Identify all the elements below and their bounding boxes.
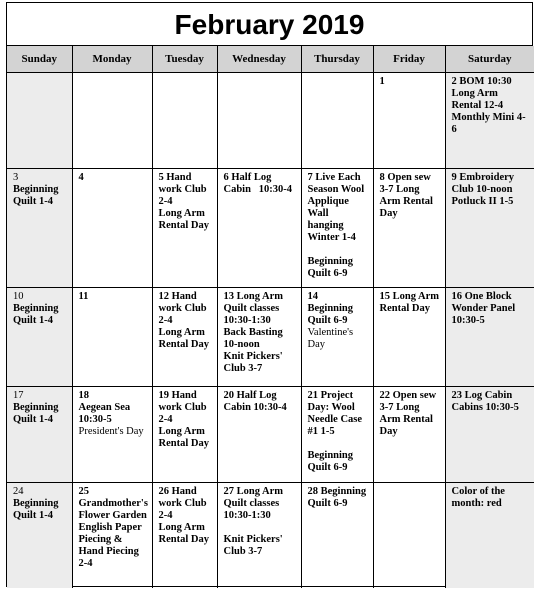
week-row xyxy=(7,483,534,588)
event-line: 10:30-5 xyxy=(451,315,485,326)
event-line: Flower Garden xyxy=(78,510,147,521)
event-line: Long Arm xyxy=(158,426,205,437)
event-line: 2-4 xyxy=(158,510,173,521)
day-cell xyxy=(217,73,301,169)
event-line: 18 xyxy=(78,390,89,401)
line-spacer xyxy=(308,438,369,450)
event-line: 15 Long Arm xyxy=(379,291,440,302)
event-line: Knit Pickers' xyxy=(223,351,283,362)
event-line: 21 Project xyxy=(307,390,354,401)
event-line: Beginning xyxy=(13,498,59,509)
day-cell xyxy=(217,288,301,387)
event-line: Cabin 10:30-4 xyxy=(223,184,293,195)
event-line: Knit Pickers' xyxy=(223,534,283,545)
event-line: 7 Live Each xyxy=(307,172,361,183)
event-line: 23 Log Cabin xyxy=(451,390,513,401)
day-cell xyxy=(72,169,152,288)
event-line: 12 Hand xyxy=(158,291,197,302)
day-cell xyxy=(373,483,445,588)
calendar xyxy=(6,2,533,587)
event-line: Applique xyxy=(307,196,349,207)
event-line: 8 Open sew xyxy=(379,172,431,183)
event-line: 4 xyxy=(78,172,84,183)
line-spacer xyxy=(224,522,297,534)
event-line: 6 xyxy=(451,124,457,135)
event-line: English Paper xyxy=(78,522,142,533)
event-line: work Club xyxy=(158,303,207,314)
event-line: #1 1-5 xyxy=(307,426,335,437)
day-cell xyxy=(373,288,445,387)
event-line: Quilt 1-4 xyxy=(13,315,53,326)
event-line: Season Wool xyxy=(307,184,365,195)
day-cell xyxy=(7,387,72,483)
day-cell xyxy=(445,169,534,288)
day-cell xyxy=(7,483,72,588)
event-line: 10 xyxy=(13,291,24,302)
event-line: Club 3-7 xyxy=(223,363,263,374)
event-line: Rental Day xyxy=(158,339,209,350)
event-line: Long Arm xyxy=(158,522,205,533)
weekday-header-sunday: Sunday xyxy=(7,46,72,73)
event-line: Quilt classes xyxy=(223,303,280,314)
day-cell xyxy=(373,169,445,288)
event-line: work Club xyxy=(158,498,207,509)
day-cell xyxy=(152,73,217,169)
event-line: Winter 1-4 xyxy=(307,232,356,243)
event-line: Beginning xyxy=(13,184,59,195)
event-line: 3-7 Long xyxy=(379,402,420,413)
weekday-header-friday: Friday xyxy=(373,46,445,73)
event-line: 2 BOM 10:30 xyxy=(451,76,512,87)
event-line: Hand Piecing xyxy=(78,546,139,557)
week-row xyxy=(7,73,534,169)
event-line: Beginning xyxy=(13,303,59,314)
event-line: Long Arm xyxy=(451,88,498,99)
event-line: 25 xyxy=(78,486,89,497)
event-line: 2-4 xyxy=(158,315,173,326)
event-line: Rental Day xyxy=(158,534,209,545)
event-line: 5 Hand xyxy=(158,172,192,183)
weekday-header-wednesday: Wednesday xyxy=(217,46,301,73)
event-line: Long Arm xyxy=(158,208,205,219)
event-line: 3 xyxy=(13,172,19,183)
day-cell xyxy=(445,288,534,387)
event-line: Color of the xyxy=(451,486,505,497)
event-line: work Club xyxy=(158,184,207,195)
day-cell xyxy=(72,73,152,169)
day-cell xyxy=(301,73,373,169)
day-cell xyxy=(373,73,445,169)
event-line: 22 Open sew xyxy=(379,390,437,401)
line-spacer xyxy=(308,244,369,256)
event-line: month: red xyxy=(451,498,502,509)
event-line: Rental Day xyxy=(158,438,209,449)
day-cell xyxy=(301,288,373,387)
event-line: 13 Long Arm xyxy=(223,291,284,302)
event-line: Quilt 1-4 xyxy=(13,510,53,521)
event-line: Beginning xyxy=(307,450,354,461)
event-line: Day xyxy=(379,426,398,437)
event-line: Quilt 1-4 xyxy=(13,414,53,425)
weekday-header-thursday: Thursday xyxy=(301,46,373,73)
event-line: 19 Hand xyxy=(158,390,197,401)
event-line: Day xyxy=(379,208,398,219)
event-line: 24 xyxy=(13,486,24,497)
event-line: Day: Wool xyxy=(307,402,355,413)
event-line: 3-7 Long xyxy=(379,184,420,195)
event-line: hanging xyxy=(307,220,344,231)
event-line: 17 xyxy=(13,390,24,401)
event-line: 9 Embroidery xyxy=(451,172,515,183)
day-cell xyxy=(301,483,373,588)
event-line: 2-4 xyxy=(158,196,173,207)
event-line: Day xyxy=(307,339,325,350)
event-line: 10:30-1:30 xyxy=(223,510,271,521)
event-line: Valentine's xyxy=(307,327,354,338)
day-cell xyxy=(152,483,217,588)
event-line: Needle Case xyxy=(307,414,363,425)
day-cell xyxy=(217,387,301,483)
event-line: Wall xyxy=(307,208,329,219)
day-cell xyxy=(301,169,373,288)
event-line: 14 xyxy=(307,291,318,302)
event-line: Rental 12-4 xyxy=(451,100,504,111)
event-line: Potluck II 1-5 xyxy=(451,196,514,207)
event-line: Rental Day xyxy=(379,303,430,314)
day-cell xyxy=(7,169,72,288)
event-line: Arm Rental xyxy=(379,196,433,207)
day-cell xyxy=(445,483,534,588)
event-line: Cabin 10:30-4 xyxy=(223,402,287,413)
event-line: Quilt 6-9 xyxy=(307,462,348,473)
day-cell xyxy=(152,387,217,483)
event-line: Grandmother's xyxy=(78,498,148,509)
event-line: Beginning xyxy=(13,402,59,413)
event-line: Quilt classes xyxy=(223,498,280,509)
day-cell xyxy=(373,387,445,483)
event-line: 27 Long Arm xyxy=(223,486,284,497)
day-cell xyxy=(217,483,301,588)
day-cell xyxy=(72,387,152,483)
weekday-header-monday: Monday xyxy=(72,46,152,73)
day-cell xyxy=(445,387,534,483)
event-line: work Club xyxy=(158,402,207,413)
event-line: Quilt 1-4 xyxy=(13,196,53,207)
event-line: 16 One Block xyxy=(451,291,512,302)
weekday-header-saturday: Saturday xyxy=(445,46,534,73)
event-line: Aegean Sea xyxy=(78,402,131,413)
event-line: 28 Beginning xyxy=(307,486,367,497)
event-line: 1 xyxy=(379,76,385,87)
event-line: 11 xyxy=(78,291,89,302)
week-row xyxy=(7,387,534,483)
event-line: Quilt 6-9 xyxy=(307,498,348,509)
event-line: 2-4 xyxy=(158,414,173,425)
event-line: Piecing & xyxy=(78,534,123,545)
weekday-header-tuesday: Tuesday xyxy=(152,46,217,73)
day-cell xyxy=(7,73,72,169)
calendar-weeks xyxy=(7,73,534,588)
week-row xyxy=(7,288,534,387)
event-line: Back Basting xyxy=(223,327,283,338)
calendar-title: February 2019 xyxy=(7,3,532,46)
event-line: 2-4 xyxy=(78,558,93,569)
event-line: 10:30-5 xyxy=(78,414,112,425)
event-line: Club 10-noon xyxy=(451,184,513,195)
event-line: Cabins 10:30-5 xyxy=(451,402,519,413)
week-row xyxy=(7,169,534,288)
event-line: Wonder Panel xyxy=(451,303,516,314)
event-line: 20 Half Log xyxy=(223,390,277,401)
event-line: Beginning xyxy=(307,256,354,267)
event-line: 26 Hand xyxy=(158,486,197,497)
day-cell xyxy=(445,73,534,169)
event-line: Quilt 6-9 xyxy=(307,268,348,279)
event-line: 10:30-1:30 xyxy=(223,315,271,326)
day-cell xyxy=(152,169,217,288)
event-line: Quilt 6-9 xyxy=(307,315,348,326)
weekday-header-row xyxy=(7,46,534,73)
event-line: Arm Rental xyxy=(379,414,433,425)
day-cell xyxy=(7,288,72,387)
event-line: Club 3-7 xyxy=(223,546,263,557)
calendar-grid xyxy=(7,46,534,588)
day-cell xyxy=(217,169,301,288)
event-line: Beginning xyxy=(307,303,354,314)
event-line: 10-noon xyxy=(223,339,260,350)
event-line: 6 Half Log xyxy=(223,172,272,183)
day-cell xyxy=(301,387,373,483)
day-cell xyxy=(72,288,152,387)
event-line: Long Arm xyxy=(158,327,205,338)
day-cell xyxy=(152,288,217,387)
day-cell xyxy=(72,483,152,588)
event-line: Rental Day xyxy=(158,220,209,231)
event-line: President's Day xyxy=(78,426,144,437)
event-line: Monthly Mini 4- xyxy=(451,112,526,123)
